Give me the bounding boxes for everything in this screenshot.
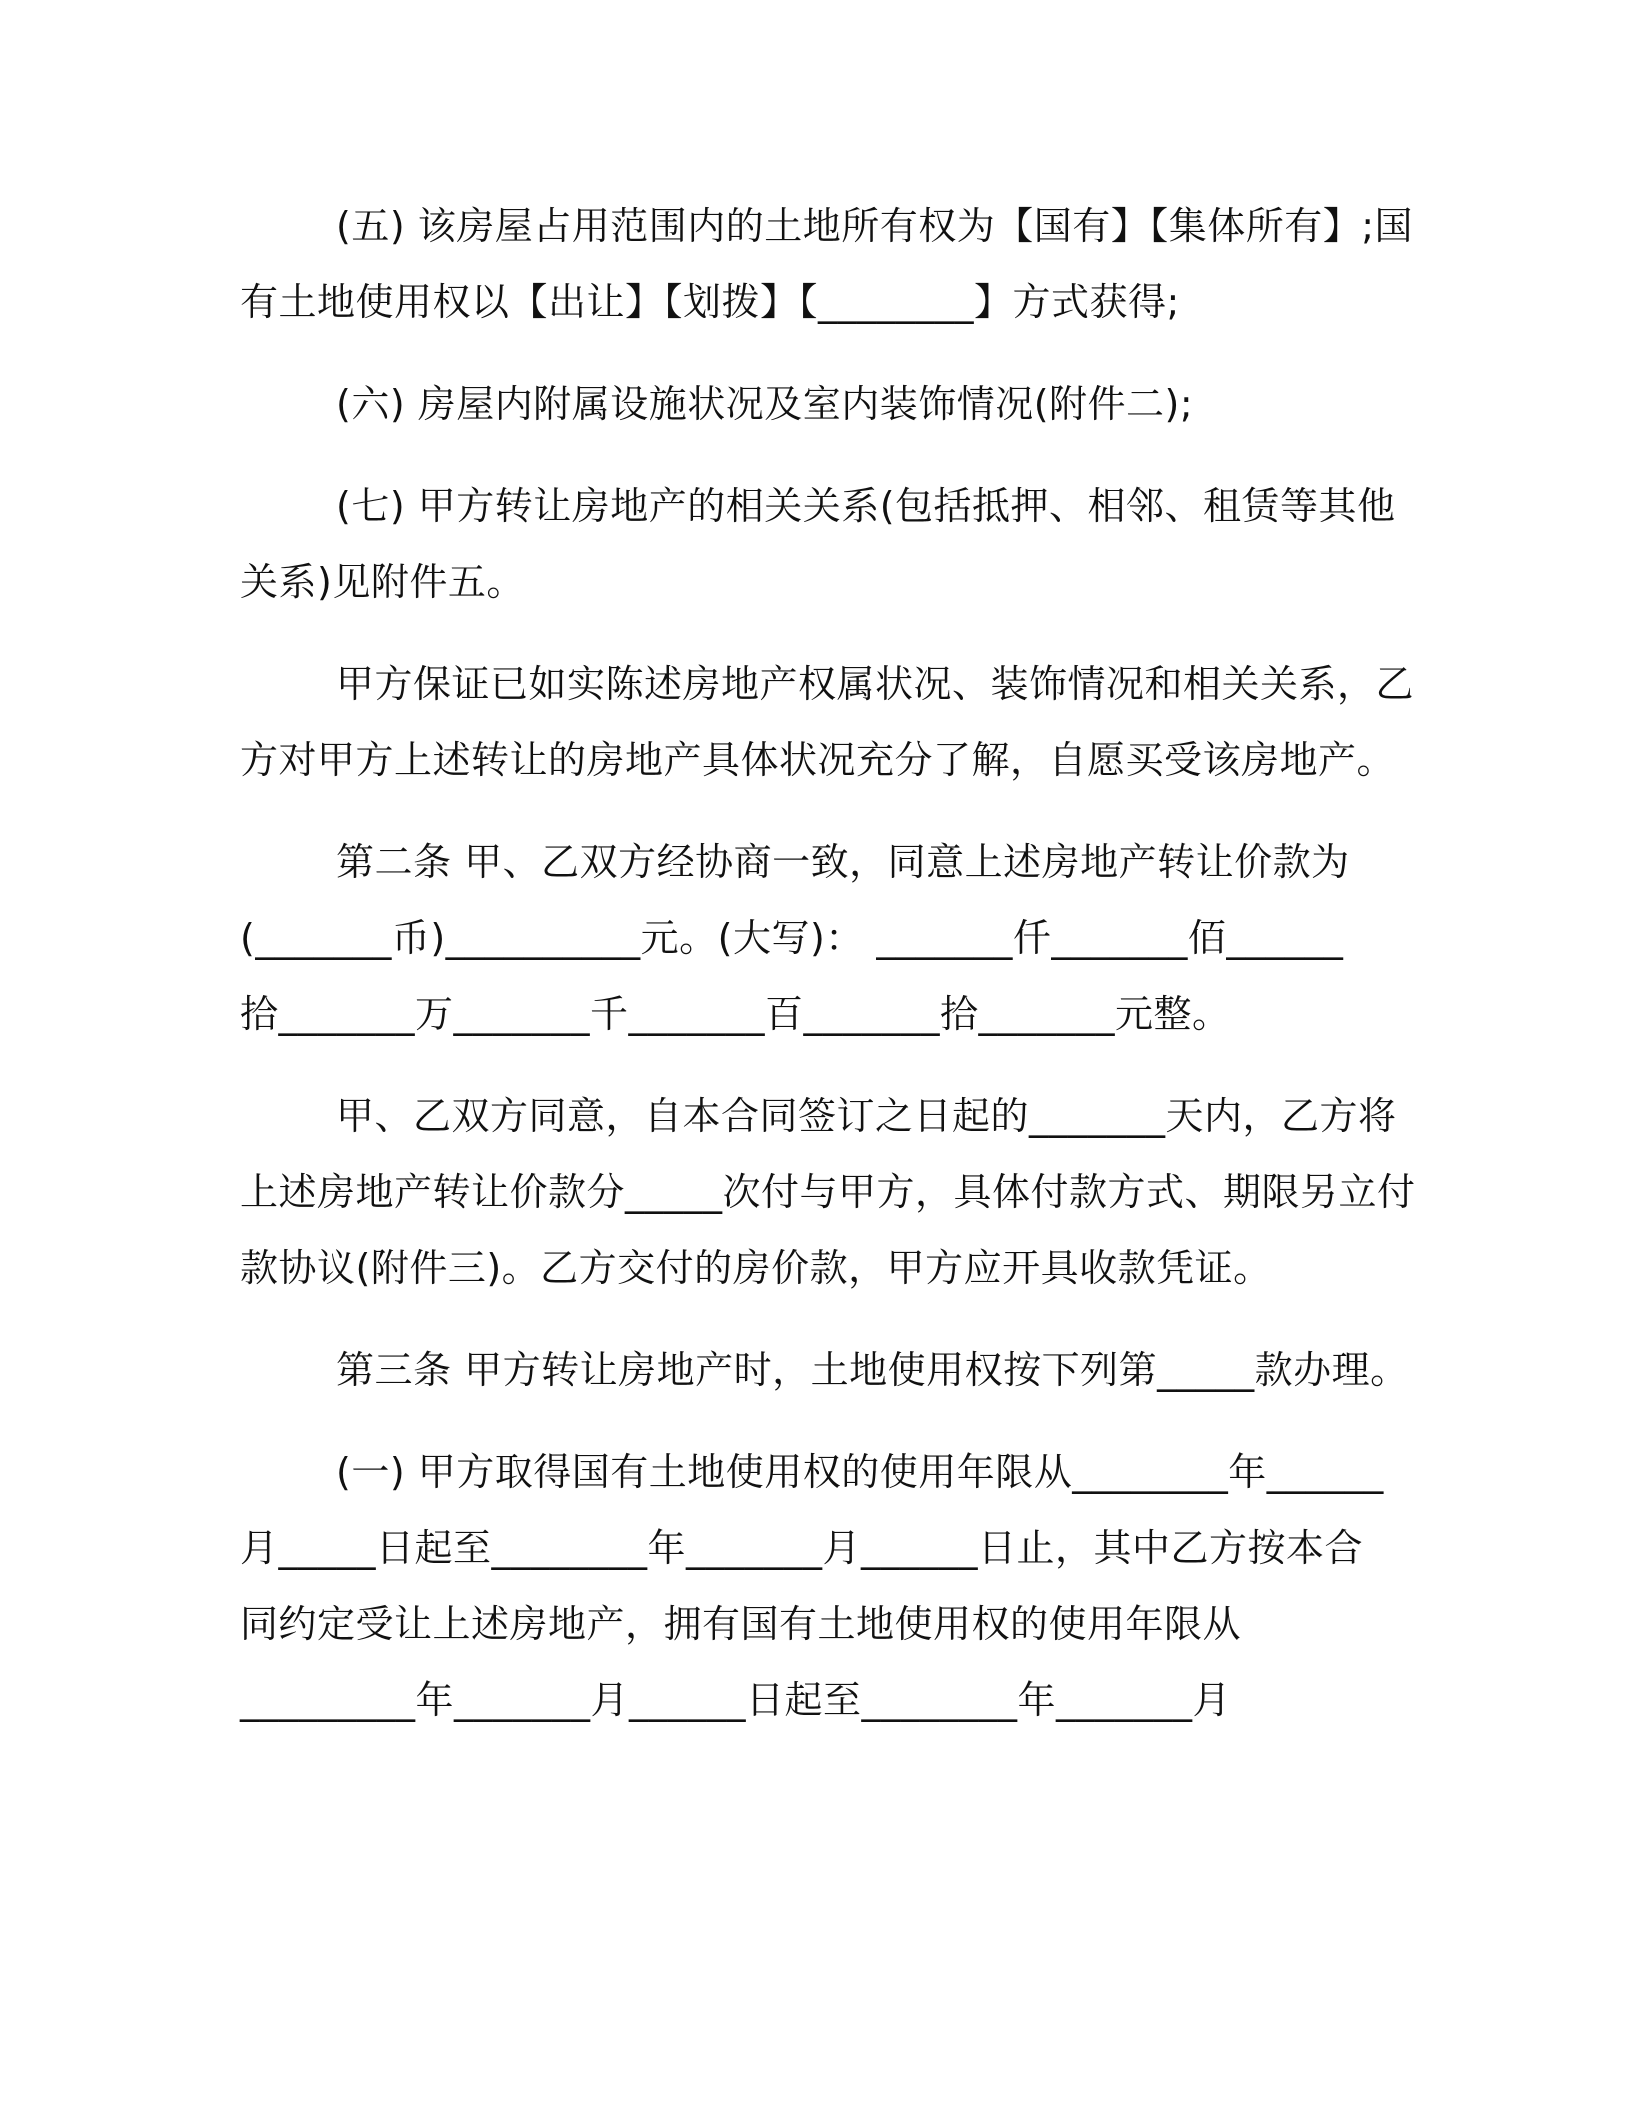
text-line: 关系)见附件五。	[240, 560, 525, 604]
text-line: 甲、乙双方同意，自本合同签订之日起的_______天内，乙方将	[336, 1094, 1397, 1138]
text-line: 同约定受让上述房地产，拥有国有土地使用权的使用年限从	[240, 1602, 1242, 1646]
text-line: 方对甲方上述转让的房地产具体状况充分了解，自愿买受该房地产。	[240, 738, 1396, 782]
payment-paragraph	[240, 1078, 1416, 1306]
text-line: (七) 甲方转让房地产的相关关系(包括抵押、相邻、租赁等其他	[336, 484, 1396, 528]
text-line: 第三条 甲方转让房地产时，土地使用权按下列第_____款办理。	[336, 1348, 1409, 1392]
text-line: 上述房地产转让价款分_____次付与甲方，具体付款方式、期限另立付	[240, 1170, 1416, 1214]
clause-5-paragraph	[240, 188, 1414, 340]
text-line: 有土地使用权以【出让】【划拨】【________】方式获得;	[240, 280, 1180, 324]
clause-7-paragraph	[240, 468, 1396, 620]
text-line: 拾_______万_______千_______百_______拾_______元整。	[240, 992, 1231, 1036]
land-use-term-paragraph	[240, 1434, 1390, 1738]
guarantee-paragraph	[240, 646, 1415, 798]
text-line: (六) 房屋内附属设施状况及室内装饰情况(附件二);	[336, 382, 1194, 426]
text-line: (_______币)__________元。(大写)： _______仟_______佰______	[240, 916, 1344, 960]
text-line: (五) 该房屋占用范围内的土地所有权为【国有】【集体所有】;国	[336, 204, 1414, 248]
text-line: _________年_______月______日起至________年_______月	[240, 1678, 1232, 1722]
text-line: 月_____日起至________年_______月______日止，其中乙方按本合	[240, 1526, 1364, 1570]
text-line: 第二条 甲、乙双方经协商一致，同意上述房地产转让价款为	[336, 840, 1350, 884]
text-line: 甲方保证已如实陈述房地产权属状况、装饰情况和相关关系，乙	[336, 662, 1415, 706]
article-2-price-paragraph	[240, 824, 1390, 1052]
document-body	[240, 188, 1416, 1764]
text-line: (一) 甲方取得国有土地使用权的使用年限从________年______	[336, 1450, 1384, 1494]
article-3-paragraph	[240, 1332, 1409, 1408]
clause-6-paragraph	[240, 366, 1390, 442]
text-line: 款协议(附件三)。乙方交付的房价款，甲方应开具收款凭证。	[240, 1246, 1272, 1290]
